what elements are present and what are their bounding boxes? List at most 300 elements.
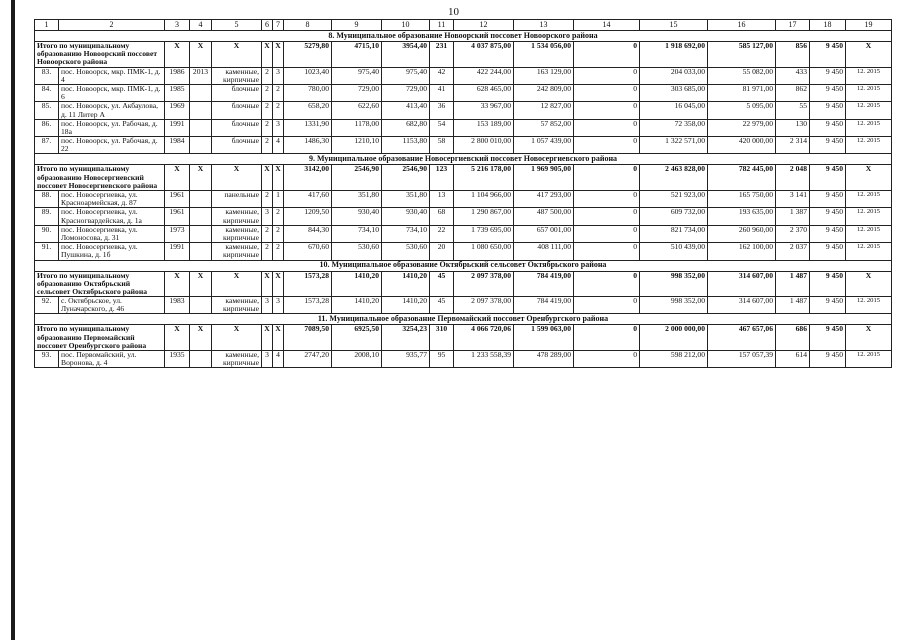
table-cell: 260 960,00 bbox=[708, 225, 776, 242]
table-body bbox=[35, 20, 892, 368]
table-cell: 682,80 bbox=[382, 119, 430, 136]
table-cell: 22 979,00 bbox=[708, 119, 776, 136]
total-cell: 585 127,00 bbox=[708, 42, 776, 68]
table-cell: 12. 2015 bbox=[846, 191, 892, 208]
table-cell: 9 450 bbox=[810, 137, 846, 154]
table-row bbox=[35, 137, 892, 154]
table-cell bbox=[190, 208, 212, 225]
column-header: 1 bbox=[35, 20, 59, 31]
house-address: пос. Новосергиевка, ул. Красногвардейская, д. 1а bbox=[59, 208, 165, 225]
table-cell: 1178,00 bbox=[332, 119, 382, 136]
table-cell bbox=[190, 351, 212, 368]
table-row bbox=[35, 191, 892, 208]
column-header: 17 bbox=[776, 20, 810, 31]
table-cell: 1984 bbox=[165, 137, 190, 154]
table-cell bbox=[190, 84, 212, 101]
table-cell: 12. 2015 bbox=[846, 243, 892, 260]
table-cell: 55 082,00 bbox=[708, 67, 776, 84]
table-cell: 1983 bbox=[165, 297, 190, 314]
table-cell: 417 293,00 bbox=[514, 191, 574, 208]
total-cell: X bbox=[262, 271, 273, 297]
table-cell: панельные bbox=[212, 191, 262, 208]
total-cell: X bbox=[262, 165, 273, 191]
total-cell: 314 607,00 bbox=[708, 271, 776, 297]
table-cell: 165 750,00 bbox=[708, 191, 776, 208]
table-cell: 784 419,00 bbox=[514, 297, 574, 314]
total-cell: 2 000 000,00 bbox=[640, 325, 708, 351]
table-cell: 9 450 bbox=[810, 297, 846, 314]
section-title: 11. Муниципальное образование Первомайский поссовет Оренбургского района bbox=[35, 314, 892, 325]
column-header: 18 bbox=[810, 20, 846, 31]
table-cell: 930,40 bbox=[332, 208, 382, 225]
table-cell: 162 100,00 bbox=[708, 243, 776, 260]
total-label: Итого по муниципальному образованию Октябрьский сельсовет Октябрьского района bbox=[35, 271, 165, 297]
register-table bbox=[34, 19, 892, 368]
section-total-row bbox=[35, 325, 892, 351]
total-cell: 9 450 bbox=[810, 325, 846, 351]
table-cell: 1 080 650,00 bbox=[454, 243, 514, 260]
total-cell: 0 bbox=[574, 165, 640, 191]
table-cell: 303 685,00 bbox=[640, 84, 708, 101]
total-cell: 2 463 828,00 bbox=[640, 165, 708, 191]
table-cell bbox=[190, 102, 212, 119]
table-cell: 420 000,00 bbox=[708, 137, 776, 154]
total-cell: X bbox=[212, 165, 262, 191]
row-number: 85. bbox=[35, 102, 59, 119]
section-title: 10. Муниципальное образование Октябрьский сельсовет Октябрьского района bbox=[35, 260, 892, 271]
house-address: пос. Новоорск, мкр. ПМК-1, д. 4 bbox=[59, 67, 165, 84]
table-cell: 2 bbox=[273, 225, 284, 242]
total-cell: X bbox=[273, 271, 284, 297]
table-cell: 3 bbox=[273, 119, 284, 136]
table-cell: 780,00 bbox=[284, 84, 332, 101]
table-cell: 1486,30 bbox=[284, 137, 332, 154]
table-cell: 1 290 867,00 bbox=[454, 208, 514, 225]
table-cell: 530,60 bbox=[332, 243, 382, 260]
column-header: 2 bbox=[59, 20, 165, 31]
table-row bbox=[35, 119, 892, 136]
total-cell: 782 445,00 bbox=[708, 165, 776, 191]
table-cell bbox=[190, 297, 212, 314]
table-cell: 9 450 bbox=[810, 84, 846, 101]
table-cell: 1153,80 bbox=[382, 137, 430, 154]
column-header: 10 bbox=[382, 20, 430, 31]
table-cell: 3 bbox=[262, 351, 273, 368]
total-cell: X bbox=[212, 325, 262, 351]
section-title-row bbox=[35, 154, 892, 165]
house-address: пос. Новоорск, ул. Акбаулова, д. 11 Литер А bbox=[59, 102, 165, 119]
total-cell: 3254,23 bbox=[382, 325, 430, 351]
total-cell: 784 419,00 bbox=[514, 271, 574, 297]
table-cell: 45 bbox=[430, 297, 454, 314]
table-cell: 930,40 bbox=[382, 208, 430, 225]
table-cell: 2 bbox=[273, 102, 284, 119]
table-cell: блочные bbox=[212, 119, 262, 136]
table-cell: 36 bbox=[430, 102, 454, 119]
total-cell: 1410,20 bbox=[332, 271, 382, 297]
table-cell: 12. 2015 bbox=[846, 84, 892, 101]
table-cell bbox=[190, 137, 212, 154]
column-header: 16 bbox=[708, 20, 776, 31]
table-cell: 935,77 bbox=[382, 351, 430, 368]
table-cell: 2 bbox=[262, 84, 273, 101]
house-address: пос. Новоорск, мкр. ПМК-1, д. 6 bbox=[59, 84, 165, 101]
total-cell: 9 450 bbox=[810, 165, 846, 191]
house-address: пос. Новосергиевка, ул. Пушкина, д. 1б bbox=[59, 243, 165, 260]
row-number: 93. bbox=[35, 351, 59, 368]
table-cell: 1410,20 bbox=[332, 297, 382, 314]
table-cell: блочные bbox=[212, 102, 262, 119]
total-cell: 2 097 378,00 bbox=[454, 271, 514, 297]
table-cell: 54 bbox=[430, 119, 454, 136]
table-cell: 0 bbox=[574, 137, 640, 154]
total-cell: 6925,50 bbox=[332, 325, 382, 351]
column-header: 6 bbox=[262, 20, 273, 31]
table-cell: 510 439,00 bbox=[640, 243, 708, 260]
table-cell: 57 852,00 bbox=[514, 119, 574, 136]
table-cell: 1 bbox=[273, 191, 284, 208]
table-cell: 1023,40 bbox=[284, 67, 332, 84]
section-total-row bbox=[35, 42, 892, 68]
section-title: 8. Муниципальное образование Новоорский поссовет Новоорского района bbox=[35, 31, 892, 42]
table-cell: 1 233 558,39 bbox=[454, 351, 514, 368]
row-number: 91. bbox=[35, 243, 59, 260]
row-number: 83. bbox=[35, 67, 59, 84]
table-cell: 2008,10 bbox=[332, 351, 382, 368]
table-cell: 22 bbox=[430, 225, 454, 242]
table-cell: 12. 2015 bbox=[846, 297, 892, 314]
table-cell: 1 104 966,00 bbox=[454, 191, 514, 208]
total-cell: 1 487 bbox=[776, 271, 810, 297]
total-cell: 310 bbox=[430, 325, 454, 351]
table-cell: 1 057 439,00 bbox=[514, 137, 574, 154]
total-cell: 1 599 063,00 bbox=[514, 325, 574, 351]
table-cell: 1985 bbox=[165, 84, 190, 101]
row-number: 92. bbox=[35, 297, 59, 314]
table-cell: 609 732,00 bbox=[640, 208, 708, 225]
total-cell: X bbox=[165, 165, 190, 191]
section-title: 9. Муниципальное образование Новосергиевский поссовет Новосергиевского района bbox=[35, 154, 892, 165]
table-cell: 204 033,00 bbox=[640, 67, 708, 84]
table-cell: 193 635,00 bbox=[708, 208, 776, 225]
table-cell: 1961 bbox=[165, 191, 190, 208]
table-cell: 2747,20 bbox=[284, 351, 332, 368]
table-cell: блочные bbox=[212, 137, 262, 154]
scan-edge bbox=[11, 0, 15, 640]
row-number: 90. bbox=[35, 225, 59, 242]
table-cell: 12. 2015 bbox=[846, 225, 892, 242]
table-cell: 3 bbox=[273, 297, 284, 314]
table-cell: 1986 bbox=[165, 67, 190, 84]
total-cell: 2546,90 bbox=[382, 165, 430, 191]
table-cell: каменные, кирпичные bbox=[212, 351, 262, 368]
row-number: 89. bbox=[35, 208, 59, 225]
table-cell bbox=[190, 191, 212, 208]
table-cell: 1935 bbox=[165, 351, 190, 368]
table-cell: 9 450 bbox=[810, 102, 846, 119]
total-cell: X bbox=[273, 325, 284, 351]
total-cell: 0 bbox=[574, 325, 640, 351]
table-cell: 58 bbox=[430, 137, 454, 154]
table-cell: 2 bbox=[273, 84, 284, 101]
total-cell: 686 bbox=[776, 325, 810, 351]
table-cell: 0 bbox=[574, 102, 640, 119]
total-cell: X bbox=[846, 165, 892, 191]
table-cell: 1991 bbox=[165, 119, 190, 136]
table-cell: 9 450 bbox=[810, 67, 846, 84]
total-cell: X bbox=[846, 42, 892, 68]
table-cell: 9 450 bbox=[810, 225, 846, 242]
total-cell: 123 bbox=[430, 165, 454, 191]
table-cell bbox=[190, 225, 212, 242]
column-header: 12 bbox=[454, 20, 514, 31]
table-cell: 657 001,00 bbox=[514, 225, 574, 242]
table-cell: каменные, кирпичные bbox=[212, 225, 262, 242]
table-cell: 0 bbox=[574, 84, 640, 101]
section-title-row bbox=[35, 314, 892, 325]
table-cell: 1331,90 bbox=[284, 119, 332, 136]
column-header: 14 bbox=[574, 20, 640, 31]
row-number: 88. bbox=[35, 191, 59, 208]
house-address: пос. Новосергиевка, ул. Красноармейская, д. 87 bbox=[59, 191, 165, 208]
column-header: 5 bbox=[212, 20, 262, 31]
table-cell: 9 450 bbox=[810, 243, 846, 260]
column-header: 3 bbox=[165, 20, 190, 31]
table-cell: 12. 2015 bbox=[846, 208, 892, 225]
column-number-row bbox=[35, 20, 892, 31]
table-cell: 2013 bbox=[190, 67, 212, 84]
column-header: 15 bbox=[640, 20, 708, 31]
total-cell: 1410,20 bbox=[382, 271, 430, 297]
table-cell: 2 037 bbox=[776, 243, 810, 260]
column-header: 11 bbox=[430, 20, 454, 31]
total-label: Итого по муниципальному образованию Новоорский поссовет Новоорского района bbox=[35, 42, 165, 68]
total-cell: X bbox=[273, 165, 284, 191]
total-cell: X bbox=[165, 42, 190, 68]
table-cell: 2 bbox=[262, 225, 273, 242]
house-address: пос. Первомайский, ул. Воронова, д. 4 bbox=[59, 351, 165, 368]
total-cell: X bbox=[165, 271, 190, 297]
table-cell: 2 bbox=[262, 243, 273, 260]
total-cell: 3142,00 bbox=[284, 165, 332, 191]
table-cell: 9 450 bbox=[810, 351, 846, 368]
table-cell: 598 212,00 bbox=[640, 351, 708, 368]
table-cell: 72 358,00 bbox=[640, 119, 708, 136]
total-cell: 1573,28 bbox=[284, 271, 332, 297]
total-cell: X bbox=[262, 42, 273, 68]
table-cell: 975,40 bbox=[382, 67, 430, 84]
table-cell: 734,10 bbox=[332, 225, 382, 242]
total-cell: 1 969 905,00 bbox=[514, 165, 574, 191]
table-cell: 408 111,00 bbox=[514, 243, 574, 260]
total-cell: X bbox=[190, 42, 212, 68]
table-cell: 1969 bbox=[165, 102, 190, 119]
table-cell: 2 bbox=[262, 67, 273, 84]
table-cell: 1 322 571,00 bbox=[640, 137, 708, 154]
total-cell: X bbox=[190, 165, 212, 191]
total-cell: 4 037 875,00 bbox=[454, 42, 514, 68]
table-row bbox=[35, 102, 892, 119]
table-cell: 1991 bbox=[165, 243, 190, 260]
table-cell: 41 bbox=[430, 84, 454, 101]
total-cell: 7089,50 bbox=[284, 325, 332, 351]
table-cell: 0 bbox=[574, 243, 640, 260]
table-cell: 2 314 bbox=[776, 137, 810, 154]
total-cell: 4715,10 bbox=[332, 42, 382, 68]
table-cell: 9 450 bbox=[810, 119, 846, 136]
table-cell: 242 809,00 bbox=[514, 84, 574, 101]
table-cell: 729,00 bbox=[382, 84, 430, 101]
section-total-row bbox=[35, 165, 892, 191]
table-cell: 2 bbox=[262, 191, 273, 208]
table-cell: 9 450 bbox=[810, 191, 846, 208]
table-cell: 614 bbox=[776, 351, 810, 368]
house-address: с. Октябрьское, ул. Луначарского, д. 46 bbox=[59, 297, 165, 314]
table-cell: 1210,10 bbox=[332, 137, 382, 154]
total-cell: X bbox=[190, 271, 212, 297]
total-cell: 0 bbox=[574, 42, 640, 68]
table-cell: 12. 2015 bbox=[846, 67, 892, 84]
table-cell: 1973 bbox=[165, 225, 190, 242]
table-cell: 0 bbox=[574, 119, 640, 136]
table-cell: каменные, кирпичные bbox=[212, 297, 262, 314]
table-cell: 20 bbox=[430, 243, 454, 260]
total-cell: 3954,40 bbox=[382, 42, 430, 68]
table-row bbox=[35, 67, 892, 84]
table-cell: 2 bbox=[262, 137, 273, 154]
table-cell: 2 bbox=[262, 119, 273, 136]
table-cell: 2 bbox=[273, 243, 284, 260]
table-cell: 998 352,00 bbox=[640, 297, 708, 314]
total-cell: X bbox=[262, 325, 273, 351]
section-title-row bbox=[35, 31, 892, 42]
table-cell: 1 739 695,00 bbox=[454, 225, 514, 242]
table-row bbox=[35, 297, 892, 314]
table-cell: 844,30 bbox=[284, 225, 332, 242]
table-cell: 622,60 bbox=[332, 102, 382, 119]
section-title-row bbox=[35, 260, 892, 271]
table-cell: 1410,20 bbox=[382, 297, 430, 314]
total-cell: 1 534 056,00 bbox=[514, 42, 574, 68]
table-cell: 0 bbox=[574, 208, 640, 225]
table-cell: 3 bbox=[262, 208, 273, 225]
table-cell: 0 bbox=[574, 225, 640, 242]
total-cell: 998 352,00 bbox=[640, 271, 708, 297]
section-total-row bbox=[35, 271, 892, 297]
table-cell: 13 bbox=[430, 191, 454, 208]
total-cell: X bbox=[190, 325, 212, 351]
total-cell: 5 216 178,00 bbox=[454, 165, 514, 191]
house-address: пос. Новоорск, ул. Рабочая, д. 18а bbox=[59, 119, 165, 136]
total-cell: X bbox=[846, 271, 892, 297]
total-cell: 2546,90 bbox=[332, 165, 382, 191]
table-cell: блочные bbox=[212, 84, 262, 101]
total-cell: X bbox=[846, 325, 892, 351]
table-cell: 422 244,00 bbox=[454, 67, 514, 84]
table-cell: 3 bbox=[262, 297, 273, 314]
table-cell: каменные, кирпичные bbox=[212, 208, 262, 225]
table-cell: 729,00 bbox=[332, 84, 382, 101]
total-cell: 45 bbox=[430, 271, 454, 297]
table-cell: 2 800 010,00 bbox=[454, 137, 514, 154]
total-cell: 1 918 692,00 bbox=[640, 42, 708, 68]
row-number: 86. bbox=[35, 119, 59, 136]
table-cell: 530,60 bbox=[382, 243, 430, 260]
table-cell: 12. 2015 bbox=[846, 351, 892, 368]
table-cell: 12. 2015 bbox=[846, 119, 892, 136]
total-cell: X bbox=[165, 325, 190, 351]
total-cell: 0 bbox=[574, 271, 640, 297]
table-cell: 163 129,00 bbox=[514, 67, 574, 84]
total-cell: 9 450 bbox=[810, 42, 846, 68]
table-cell: 2 370 bbox=[776, 225, 810, 242]
total-cell: 231 bbox=[430, 42, 454, 68]
table-cell: 4 bbox=[273, 351, 284, 368]
table-cell: каменные, кирпичные bbox=[212, 67, 262, 84]
table-cell bbox=[190, 243, 212, 260]
table-cell: 12. 2015 bbox=[846, 102, 892, 119]
column-header: 9 bbox=[332, 20, 382, 31]
table-cell: 81 971,00 bbox=[708, 84, 776, 101]
table-cell: 95 bbox=[430, 351, 454, 368]
total-cell: 2 048 bbox=[776, 165, 810, 191]
table-cell: 3 bbox=[273, 67, 284, 84]
total-label: Итого по муниципальному образованию Первомайский поссовет Оренбургского района bbox=[35, 325, 165, 351]
table-row bbox=[35, 243, 892, 260]
table-cell: 1 387 bbox=[776, 208, 810, 225]
table-cell: 521 923,00 bbox=[640, 191, 708, 208]
column-header: 13 bbox=[514, 20, 574, 31]
table-cell: 351,80 bbox=[332, 191, 382, 208]
table-cell: 0 bbox=[574, 351, 640, 368]
row-number: 87. bbox=[35, 137, 59, 154]
table-cell: 9 450 bbox=[810, 208, 846, 225]
table-cell: 351,80 bbox=[382, 191, 430, 208]
table-cell: 821 734,00 bbox=[640, 225, 708, 242]
table-cell: 2 bbox=[273, 208, 284, 225]
table-cell: 153 189,00 bbox=[454, 119, 514, 136]
table-cell: 0 bbox=[574, 67, 640, 84]
table-cell: 862 bbox=[776, 84, 810, 101]
table-cell: 42 bbox=[430, 67, 454, 84]
table-cell: 417,60 bbox=[284, 191, 332, 208]
house-address: пос. Новоорск, ул. Рабочая, д. 22 bbox=[59, 137, 165, 154]
table-cell: 33 967,00 bbox=[454, 102, 514, 119]
table-cell: 55 bbox=[776, 102, 810, 119]
total-cell: 467 657,06 bbox=[708, 325, 776, 351]
table-cell: 4 bbox=[273, 137, 284, 154]
row-number: 84. bbox=[35, 84, 59, 101]
table-cell: 157 057,39 bbox=[708, 351, 776, 368]
total-cell: 856 bbox=[776, 42, 810, 68]
table-cell: 2 097 378,00 bbox=[454, 297, 514, 314]
table-cell: 12 827,00 bbox=[514, 102, 574, 119]
table-cell: 975,40 bbox=[332, 67, 382, 84]
total-cell: 4 066 720,06 bbox=[454, 325, 514, 351]
table-row bbox=[35, 225, 892, 242]
table-cell: 12. 2015 bbox=[846, 137, 892, 154]
total-label: Итого по муниципальному образованию Новосергиевский поссовет Новосергиевского района bbox=[35, 165, 165, 191]
column-header: 4 bbox=[190, 20, 212, 31]
page-number: 10 bbox=[448, 6, 459, 18]
table-cell: каменные, кирпичные bbox=[212, 243, 262, 260]
table-cell: 658,20 bbox=[284, 102, 332, 119]
table-cell: 478 289,00 bbox=[514, 351, 574, 368]
table-cell: 68 bbox=[430, 208, 454, 225]
table-row bbox=[35, 84, 892, 101]
table-row bbox=[35, 208, 892, 225]
table-cell bbox=[190, 119, 212, 136]
